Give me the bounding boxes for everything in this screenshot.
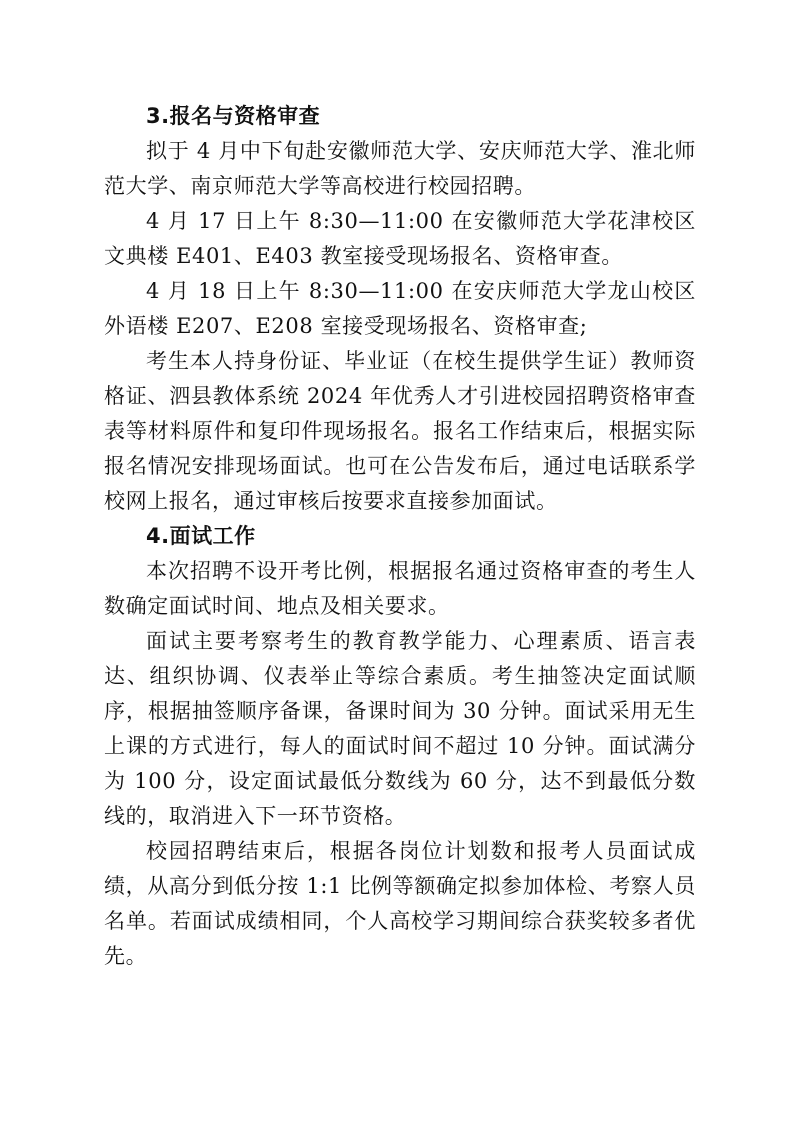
paragraph-interview-content: 面试主要考察考生的教育教学能力、心理素质、语言表达、组织协调、仪表举止等综合素质。考生抽签决定面试顺序，根据抽签顺序备课，备课时间为 30 分钟。面试采用无生上课的方式进行，每人的面试时间不超过 10 分钟。面试满分为 100 分，设定面试最低分数线为 60 分，达不到最低分数线的，取消进入下一环节资格。 — [104, 629, 696, 828]
paragraph-april-17-registration: 4 月 17 日上午 8:30—11:00 在安徽师范大学花津校区文典楼 E401、E403 教室接受现场报名、资格审查。 — [104, 209, 696, 268]
paragraph-april-18-registration: 4 月 18 日上午 8:30—11:00 在安庆师范大学龙山校区外语楼 E207、E208 室接受现场报名、资格审查; — [104, 279, 696, 338]
paragraph-interview-ratio: 本次招聘不设开考比例，根据报名通过资格审查的考生人数确定面试时间、地点及相关要求。 — [104, 559, 696, 618]
section-heading-interview: 4.面试工作 — [146, 524, 256, 548]
document-body — [104, 99, 696, 974]
paragraph-required-materials: 考生本人持身份证、毕业证（在校生提供学生证）教师资格证、泗县教体系统 2024 年优秀人才引进校园招聘资格审查表等材料原件和复印件现场报名。报名工作结束后，根据实际报名情况安排现场面试。也可在公告发布后，通过电话联系学校网上报名，通过审核后按要求直接参加面试。 — [104, 349, 696, 513]
section-heading-registration: 3.报名与资格审查 — [146, 104, 321, 128]
paragraph-recruitment-schedule: 拟于 4 月中下旬赴安徽师范大学、安庆师范大学、淮北师范大学、南京师范大学等高校进行校园招聘。 — [104, 139, 696, 198]
paragraph-candidate-ranking: 校园招聘结束后，根据各岗位计划数和报考人员面试成绩，从高分到低分按 1:1 比例等额确定拟参加体检、考察人员名单。若面试成绩相同，个人高校学习期间综合获奖较多者优先。 — [104, 839, 696, 968]
